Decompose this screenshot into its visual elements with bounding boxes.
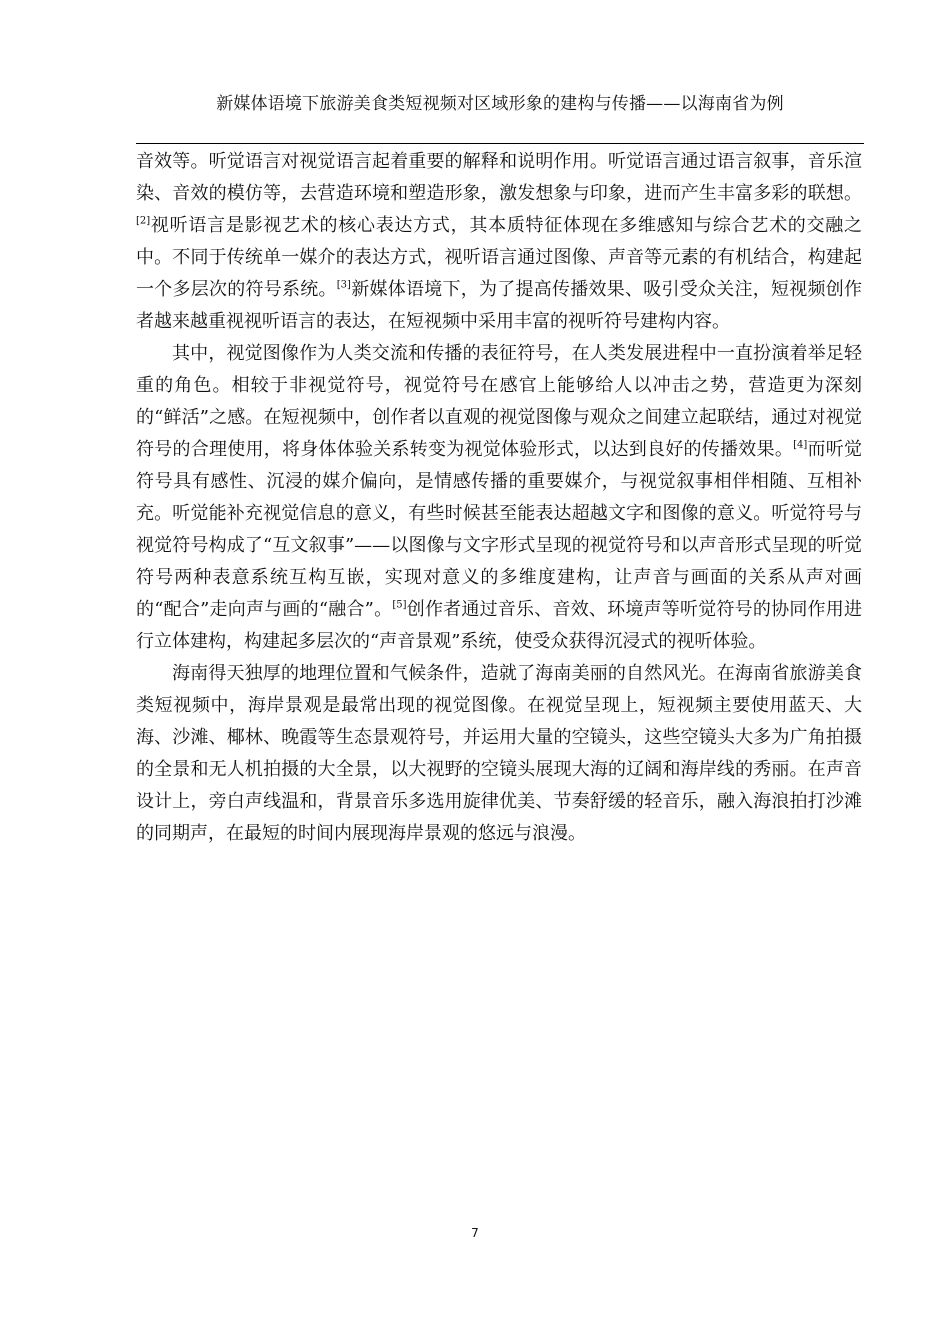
citation-4: [4] [793,439,808,451]
paragraph-text: 新媒体语境下，为了提高传播效果、吸引受众关注，短视频创作者越来越重视视听语言的表达，在短视频中采用丰富的视听符号建构内容。 [136,279,863,332]
citation-3: [3] [336,279,351,291]
header-rule [136,143,864,144]
paragraph-text: 海南得天独厚的地理位置和气候条件，造就了海南美丽的自然风光。在海南省旅游美食类短视频中，海岸景观是最常出现的视觉图像。在视觉呈现上，短视频主要使用蓝天、大海、沙滩、椰林、晚霞等生态景观符号，并运用大量的空镜头，这些空镜头大多为广角拍摄的全景和无人机拍摄的大全景，以大视野的空镜头展现大海的辽阔和海岸线的秀丽。在声音设计上，旁白声线温和，背景音乐多选用旋律优美、节奏舒缓的轻音乐，融入海浪拍打沙滩的同期声，在最短的时间内展现海岸景观的悠远与浪漫。 [136,663,862,844]
paragraph-2 [136,338,862,658]
paragraph-3 [136,658,862,850]
paragraph-text: 其中，视觉图像作为人类交流和传播的表征符号，在人类发展进程中一直扮演着举足轻重的角色。相较于非视觉符号，视觉符号在感官上能够给人以冲击之势，营造更为深刻的“鲜活”之感。在短视频中，创作者以直观的视觉图像与观众之间建立起联结，通过对视觉符号的合理使用，将身体体验关系转变为视觉体验形式，以达到良好的传播效果。 [136,343,862,460]
page-number: 7 [471,1226,479,1240]
paragraph-text: 创作者通过音乐、音效、环境声等听觉符号的协同作用进行立体建构，构建起多层次的“声音景观”系统，使受众获得沉浸式的视听体验。 [136,599,862,652]
running-header-title: 新媒体语境下旅游美食类短视频对区域形象的建构与传播——以海南省为例 [216,94,784,114]
paragraph-text: 音效等。听觉语言对视觉语言起着重要的解释和说明作用。听觉语言通过语言叙事，音乐渲染、音效的模仿等，去营造环境和塑造形象，激发想象与印象，进而产生丰富多彩的联想。 [136,151,862,204]
body-text [136,146,862,850]
citation-5: [5] [392,599,407,611]
paragraph-text: 而听觉符号具有感性、沉浸的媒介偏向，是情感传播的重要媒介，与视觉叙事相伴相随、互相补充。听觉能补充视觉信息的意义，有些时候甚至能表达超越文字和图像的意义。听觉符号与视觉符号构成了“互文叙事”——以图像与文字形式呈现的视觉符号和以声音形式呈现的听觉符号两种表意系统互构互嵌，实现对意义的多维度建构，让声音与画面的关系从声对画的“配合”走向声与画的“融合”。 [136,439,863,620]
paragraph-1 [136,146,862,338]
paragraph-text: 视听语言是影视艺术的核心表达方式，其本质特征体现在多维感知与综合艺术的交融之中。不同于传统单一媒介的表达方式，视听语言通过图像、声音等元素的有机结合，构建起一个多层次的符号系统。 [136,215,862,300]
citation-2: [2] [136,215,151,227]
